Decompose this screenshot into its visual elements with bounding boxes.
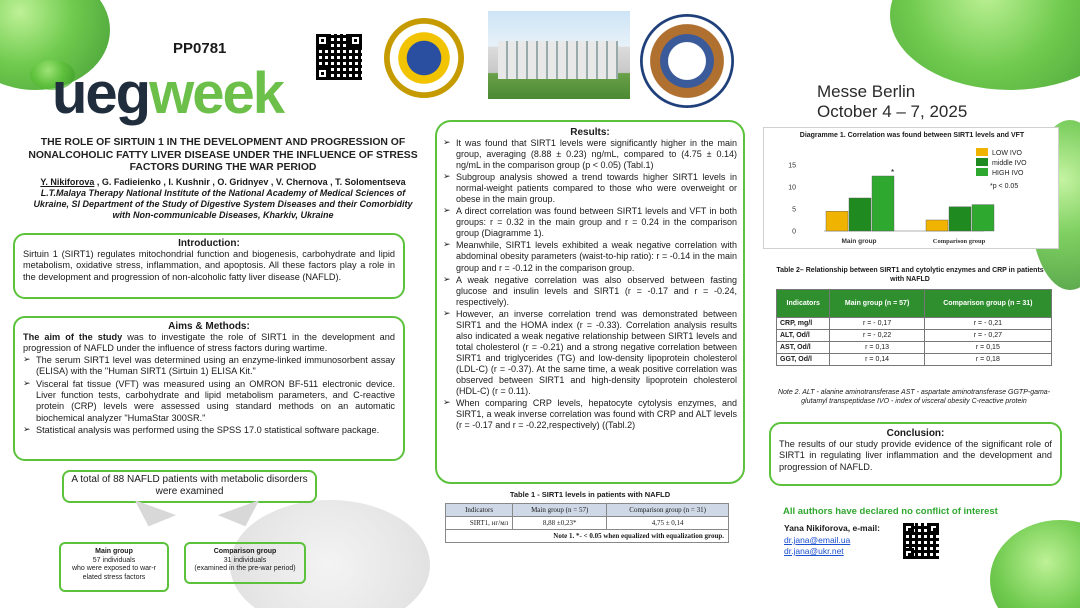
email-link-2[interactable]: dr.jana@ukr.net <box>784 546 844 556</box>
table1-note: Note 1. *- < 0.05 when equalized with equalization group. <box>446 530 729 543</box>
chart-legend-label: LOW IVO <box>992 150 1022 157</box>
conflict-statement: All authors have declared no conflict of interest <box>783 506 998 517</box>
chart-bar <box>972 205 994 231</box>
chart-y-tick-label: 5 <box>792 206 796 214</box>
table2 <box>776 289 1052 366</box>
methods-list <box>23 355 395 437</box>
table2-header: Indicators <box>777 290 830 318</box>
results-item: ➢ It was found that SIRT1 levels were significantly higher in the main group, averaging (8.88 ± 0.23) ng/mL, compared to (4.75 ± 0.14) ng/mL in the comparison group (p < 0.05) (Tabl.1) <box>443 138 737 171</box>
introduction-heading: Introduction <box>178 238 237 249</box>
patients-total-text: A total of 88 NAFLD patients with metabolic disorders were examined <box>71 474 308 497</box>
results-box: Results: ➢ It was found that SIRT1 levels were significantly higher in the main group, averaging (8.88 ± 0.23) ng/mL, compared to (4.75 ± 0.14) ng/mL in the comparison group (p < 0.05) (Tabl.1) ➢ Subgroup analysis showed a trend towards higher SIRT1 levels in normal-weight patients compared to those who were overweight or obese in the main group. ➢ A direct correlation was found between SIRT1 levels and VFT in both groups: r = 0.32 in the main group and r = 0.24 in the comparison group (Diagramme 1). ➢ Meanwhile, SIRT1 levels exhibited a weak negative correlation with abdominal obesity parameters (waist-to-hip ratio): r = -0.14 in the main group and r = -0.12 in the comparison group. ➢ A weak negative correlation was also observed between fasting glucose and insulin levels and SIRT1 (r = -0.17 and r = -0.24, respectively). ➢ However, an inverse correlation trend was demonstrated between SIRT1 and the HOMA index (r = -0.33). Correlation analysis results also indicated a weak negative relationship between SIRT1 levels and total cholesterol (r = -0.21) and a strong negative correlation between SIRT1 and triglycerides (TG) and low-density lipoprotein cholesterol (LDL-C) (r = -0.37). At the same time, a weak positive correlation was observed between SIRT1 and high-density lipoprotein cholesterol (HDL-C) (r = 0.11). ➢ When comparing CRP levels, hepatocyte cytolysis enzymes, and SIRT1, a weak inverse correlation was found with CRP and ALT levels (r = -0.17 and r = -0.22,respectively) ((Tabl.2) <box>435 120 745 484</box>
table1-caption: Table 1 - SIRT1 levels in patients with NAFLD <box>509 490 671 499</box>
conclusion-text: The results of our study provide evidence of the significant role of SIRT1 in regulating liver inflammation and the development and progression of NAFLD. <box>779 439 1052 472</box>
chart-bar <box>949 207 971 231</box>
qr-code-icon[interactable] <box>903 523 939 559</box>
table2-cell: r = 0,14 <box>830 354 924 366</box>
comparison-group-count: 31 individuals <box>223 556 267 564</box>
chart-x-tick-label: Comparison group <box>932 238 986 245</box>
decor-blob-bottom-right <box>990 520 1080 608</box>
venue: Messe Berlin <box>817 82 916 101</box>
chart-legend-label: HIGH IVO <box>992 170 1024 177</box>
logo-week: week <box>149 61 284 126</box>
chart-bar <box>826 211 848 231</box>
qr-code-icon[interactable] <box>316 34 362 80</box>
table1 <box>445 503 729 543</box>
results-item: ➢ Meanwhile, SIRT1 levels exhibited a weak negative correlation with abdominal obesity parameters (waist-to-hip ratio): r = -0.14 in the main group and r = -0.12 in the comparison group. <box>443 240 737 273</box>
aim-text: was to investigate the role of SIRT1 in the development and progression of NAFLD under the influence of stress factors during wartime. <box>23 332 395 354</box>
chart-legend-swatch <box>976 148 988 156</box>
patients-total-box <box>62 470 317 503</box>
table1-cell: 4,75 ± 0,14 <box>607 517 729 530</box>
first-author: Y. Nikiforova <box>40 177 95 187</box>
chart-legend-label: middle IVO <box>992 160 1027 167</box>
institute-seal-icon <box>640 14 734 108</box>
chart-footnote: *p < 0.05 <box>990 183 1019 190</box>
other-authors: , G. Fadieienko , I. Kushnir , O. Gridnyev , V. Chernova , T. Solomentseva <box>94 177 406 187</box>
table2-header: Comparison group (n = 31) <box>924 290 1051 318</box>
main-group-title: Main group <box>95 548 133 555</box>
conclusion-box: Conclusion: The results of our study provide evidence of the significant role of SIRT1 in regulating liver inflammation and the development and progression of NAFLD. <box>769 422 1062 486</box>
methods-item: ➢ The serum SIRT1 level was determined using an enzyme-linked immunosorbent assay (ELISA) with the "Human SIRT1 (Sirtuin 1) ELISA Kit." <box>23 355 395 378</box>
table2-header: Main group (n = 57) <box>830 290 924 318</box>
table2-cell: r = 0,15 <box>924 342 1051 354</box>
methods-item: ➢ Statistical analysis was performed using the SPSS 17.0 statistical software package. <box>23 425 395 436</box>
results-item: ➢ When comparing CRP levels, hepatocyte cytolysis enzymes, and SIRT1, a weak inverse correlation was found with CRP and ALT levels (r = -0.17 and r = -0.22,respectively) ((Tabl.2) <box>443 398 737 431</box>
table2-cell: r = 0,18 <box>924 354 1051 366</box>
main-group-count: 57 individuals <box>92 556 136 564</box>
building-photo <box>488 11 630 99</box>
main-group-box <box>59 542 169 592</box>
table1-header: Main group (n = 57) <box>513 504 607 517</box>
email-link-1[interactable]: dr.jana@email.ua <box>784 535 851 545</box>
chart-bar <box>849 198 871 231</box>
results-list <box>443 138 737 431</box>
aim-paragraph <box>23 332 395 355</box>
chart-title: Diagramme 1. Correlation was found between SIRT1 levels and VFT <box>799 132 1025 139</box>
decor-blob-top-right <box>890 0 1080 90</box>
chart-annotation: * <box>891 168 895 177</box>
ueg-week-logo <box>52 62 283 126</box>
aims-heading: Aims & Methods <box>168 321 247 332</box>
table2-cell: CRP, mg/l <box>777 318 830 330</box>
authors <box>28 177 418 188</box>
table2-cell: r = - 0,17 <box>830 318 924 330</box>
logo-ueg: ueg <box>52 61 150 126</box>
chart-x-tick-label: Main group <box>841 238 877 245</box>
chart-bar <box>926 220 948 231</box>
table2-cell: r = - 0,21 <box>924 318 1051 330</box>
table2-cell: r = - 0,27 <box>924 330 1051 342</box>
dates: October 4 – 7, 2025 <box>817 102 968 121</box>
chart-legend-swatch <box>976 158 988 166</box>
comparison-group-title: Comparison group <box>213 548 277 555</box>
table1-header: Comparison group (n = 31) <box>607 504 729 517</box>
contact-label: Yana Nikiforova, e-mail: <box>784 523 880 533</box>
chart-container <box>763 127 1059 249</box>
results-item: ➢ Subgroup analysis showed a trend towards higher SIRT1 levels in normal-weight patients compared to those who were overweight or obese in the main group. <box>443 172 737 205</box>
main-group-desc: who were exposed to war-r elated stress factors <box>71 565 157 581</box>
table2-cell: r = 0,13 <box>830 342 924 354</box>
methods-item: ➢ Visceral fat tissue (VFT) was measured using an OMRON BF-511 electronic device. Liver function tests, carbohydrate and lipid metabolism parameters, and C-reactive protein (CRP) levels were assessed using standard methods on an automatic biochemical analyzer "HumaStar 300SR." <box>23 379 395 425</box>
results-item: ➢ A direct correlation was found between SIRT1 levels and VFT in both groups: r = 0.32 in the main group and r = 0.24 in the comparison group (Diagramme 1). <box>443 206 737 239</box>
results-item: ➢ A weak negative correlation was also observed between fasting glucose and insulin levels and SIRT1 (r = -0.17 and r = -0.24, respectively). <box>443 275 737 308</box>
results-item: ➢ However, an inverse correlation trend was demonstrated between SIRT1 and the HOMA index (r = -0.33). Correlation analysis results also indicated a weak negative relationship between SIRT1 levels and total cholesterol (r = -0.21) and a strong negative correlation between SIRT1 and triglycerides (TG) and low-density lipoprotein cholesterol (LDL-C) (r = -0.37). At the same time, a weak positive correlation was observed between SIRT1 and high-density lipoprotein cholesterol (HDL-C) (r = 0.11). <box>443 309 737 397</box>
chart-legend-swatch <box>976 168 988 176</box>
aim-label: The aim of the study <box>23 332 123 342</box>
comparison-group-desc: (examined in the pre-war period) <box>194 565 296 572</box>
poster-code: PP0781 <box>173 40 227 57</box>
results-heading: Results <box>570 127 607 138</box>
chart-svg <box>764 128 1060 250</box>
table1-cell: 8,88 ±0,23* <box>513 517 607 530</box>
chart-bar <box>872 176 894 231</box>
affiliation: L.T.Malaya Therapy National Institute of the National Academy of Medical Sciences of Ukraine, SI Department of the Study of Digestive System Diseases and their Comorbidity with Non-communicable Diseases, Kharkiv, Ukraine <box>33 188 413 221</box>
academy-seal-icon <box>384 18 464 98</box>
table2-cell: GGT, Od/l <box>777 354 830 366</box>
comparison-group-box <box>184 542 306 584</box>
introduction-box: Introduction: Sirtuin 1 (SIRT1) regulates mitochondrial function and biogenesis, carbohydrate and lipid metabolism, oxidative stress, inflammation, and apoptosis. All these factors play a role in the development and progression of non-alcoholic fatty liver disease (NAFLD). <box>13 233 405 299</box>
chart-y-tick-label: 10 <box>788 184 796 192</box>
poster-title: THE ROLE OF SIRTUIN 1 IN THE DEVELOPMENT AND PROGRESSION OF NONALCOHOLIC FATTY LIVER DISEASE UNDER THE INFLUENCE OF STRESS FACTORS DURING THE WAR PERIOD <box>28 137 418 174</box>
chart-y-tick-label: 15 <box>788 162 796 170</box>
table1-cell: SIRT1, нг/мл <box>446 517 513 530</box>
aims-methods-box: Aims & Methods: The aim of the study was to investigate the role of SIRT1 in the development and progression of NAFLD under the influence of stress factors during wartime. ➢ The serum SIRT1 level was determined using an enzyme-linked immunosorbent assay (ELISA) with the "Human SIRT1 (Sirtuin 1) ELISA Kit." ➢ Visceral fat tissue (VFT) was measured using an OMRON BF-511 electronic device. Liver function tests, carbohydrate and lipid metabolism parameters, and C-reactive protein (CRP) levels were assessed using standard methods on an automatic biochemical analyzer "HumaStar 300SR." ➢ Statistical analysis was performed using the SPSS 17.0 statistical software package. <box>13 316 405 461</box>
table2-cell: r = - 0,22 <box>830 330 924 342</box>
table2-cell: ALT, Od/l <box>777 330 830 342</box>
table2-note: Note 2. ALT - alanine aminotransferase AST - aspartate aminotransferase GGTP-gama-glutamyl transpeptidase IVO - index of visceral obesity C-reactive protein <box>777 389 1051 405</box>
chart-y-tick-label: 0 <box>792 228 796 236</box>
table2-caption: Table 2– Relationship between SIRT1 and cytolytic enzymes and CRP in patients with NAFLD <box>776 267 1044 283</box>
arrow-to-main-group <box>128 500 176 534</box>
table1-header: Indicators <box>446 504 513 517</box>
introduction-text: Sirtuin 1 (SIRT1) regulates mitochondrial function and biogenesis, carbohydrate and lipid metabolism, oxidative stress, inflammation, and apoptosis. All these factors play a role in the development and progression of non-alcoholic fatty liver disease (NAFLD). <box>23 249 395 282</box>
conclusion-heading: Conclusion <box>886 428 942 439</box>
table2-cell: AST, Od/l <box>777 342 830 354</box>
